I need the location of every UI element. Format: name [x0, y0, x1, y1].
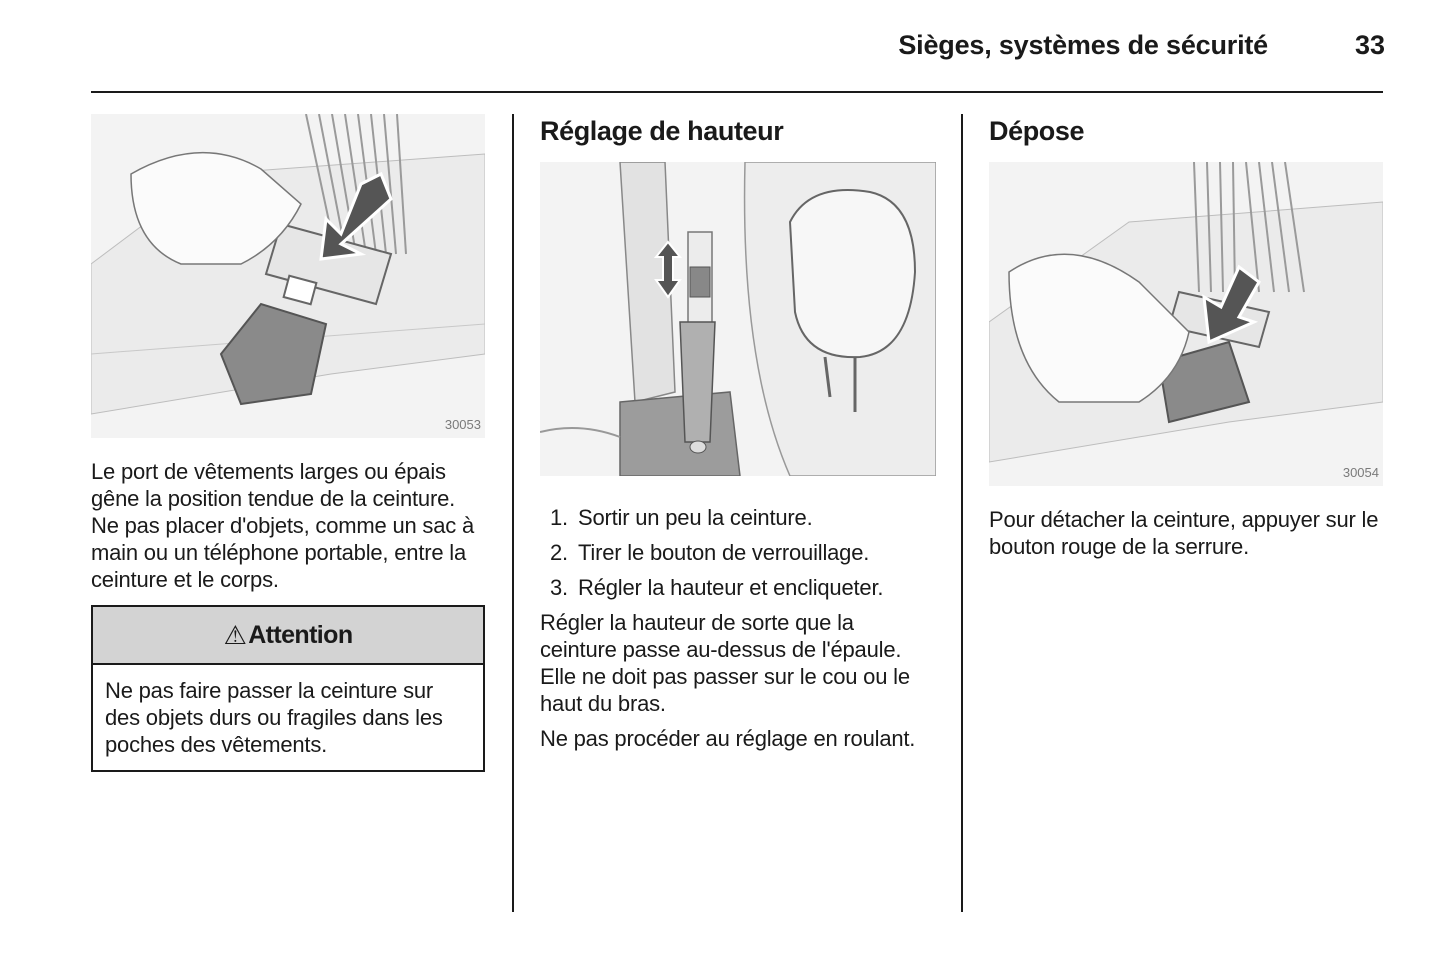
removal-heading: Dépose: [989, 116, 1085, 146]
step-item: 2. Tirer le bouton de verrouillage.: [550, 540, 870, 565]
driving-warning-paragraph: Ne pas procéder au réglage en roulant.: [540, 726, 916, 751]
height-adjustment-heading: Réglage de hauteur: [540, 116, 784, 146]
steps-list: [540, 504, 936, 601]
warning-triangle-icon: ⚠: [223, 619, 247, 650]
seatbelt-buckle-illustration: [91, 114, 485, 438]
buckle-release-illustration: [989, 162, 1383, 486]
middle-column: [540, 114, 936, 760]
step-item: 1. Sortir un peu la ceinture.: [550, 505, 813, 530]
column-divider-2: [961, 114, 963, 912]
step-item: 3. Régler la hauteur et encliqueter.: [550, 575, 884, 600]
clothing-paragraph: Le port de vêtements larges ou épais gêne la position tendue de la ceinture. Ne pas placer d'objets, comme un sac à main ou un téléphone portable, entre la ceinture et le corps.: [91, 459, 475, 592]
attention-title: Attention: [248, 620, 353, 649]
attention-text: Ne pas faire passer la ceinture sur des objets durs ou fragiles dans les poches des vêtements.: [105, 678, 443, 757]
attention-box: [91, 605, 485, 772]
height-paragraph: Régler la hauteur de sorte que la ceinture passe au-dessus de l'épaule. Elle ne doit pas passer sur le cou ou le haut du bras.: [540, 610, 910, 716]
figure-number: 30054: [1342, 465, 1379, 480]
column-divider-1: [512, 114, 514, 912]
attention-header: [93, 607, 483, 665]
page-header-title: Sièges, systèmes de sécurité: [898, 30, 1268, 60]
figure-number: 30053: [444, 417, 481, 432]
release-paragraph: Pour détacher la ceinture, appuyer sur le bouton rouge de la serrure.: [989, 507, 1379, 559]
right-column: [989, 114, 1383, 568]
left-column: [91, 114, 485, 772]
height-adjuster-illustration: [540, 162, 936, 476]
page-number: 33: [1354, 30, 1385, 60]
header-divider: [91, 91, 1383, 93]
